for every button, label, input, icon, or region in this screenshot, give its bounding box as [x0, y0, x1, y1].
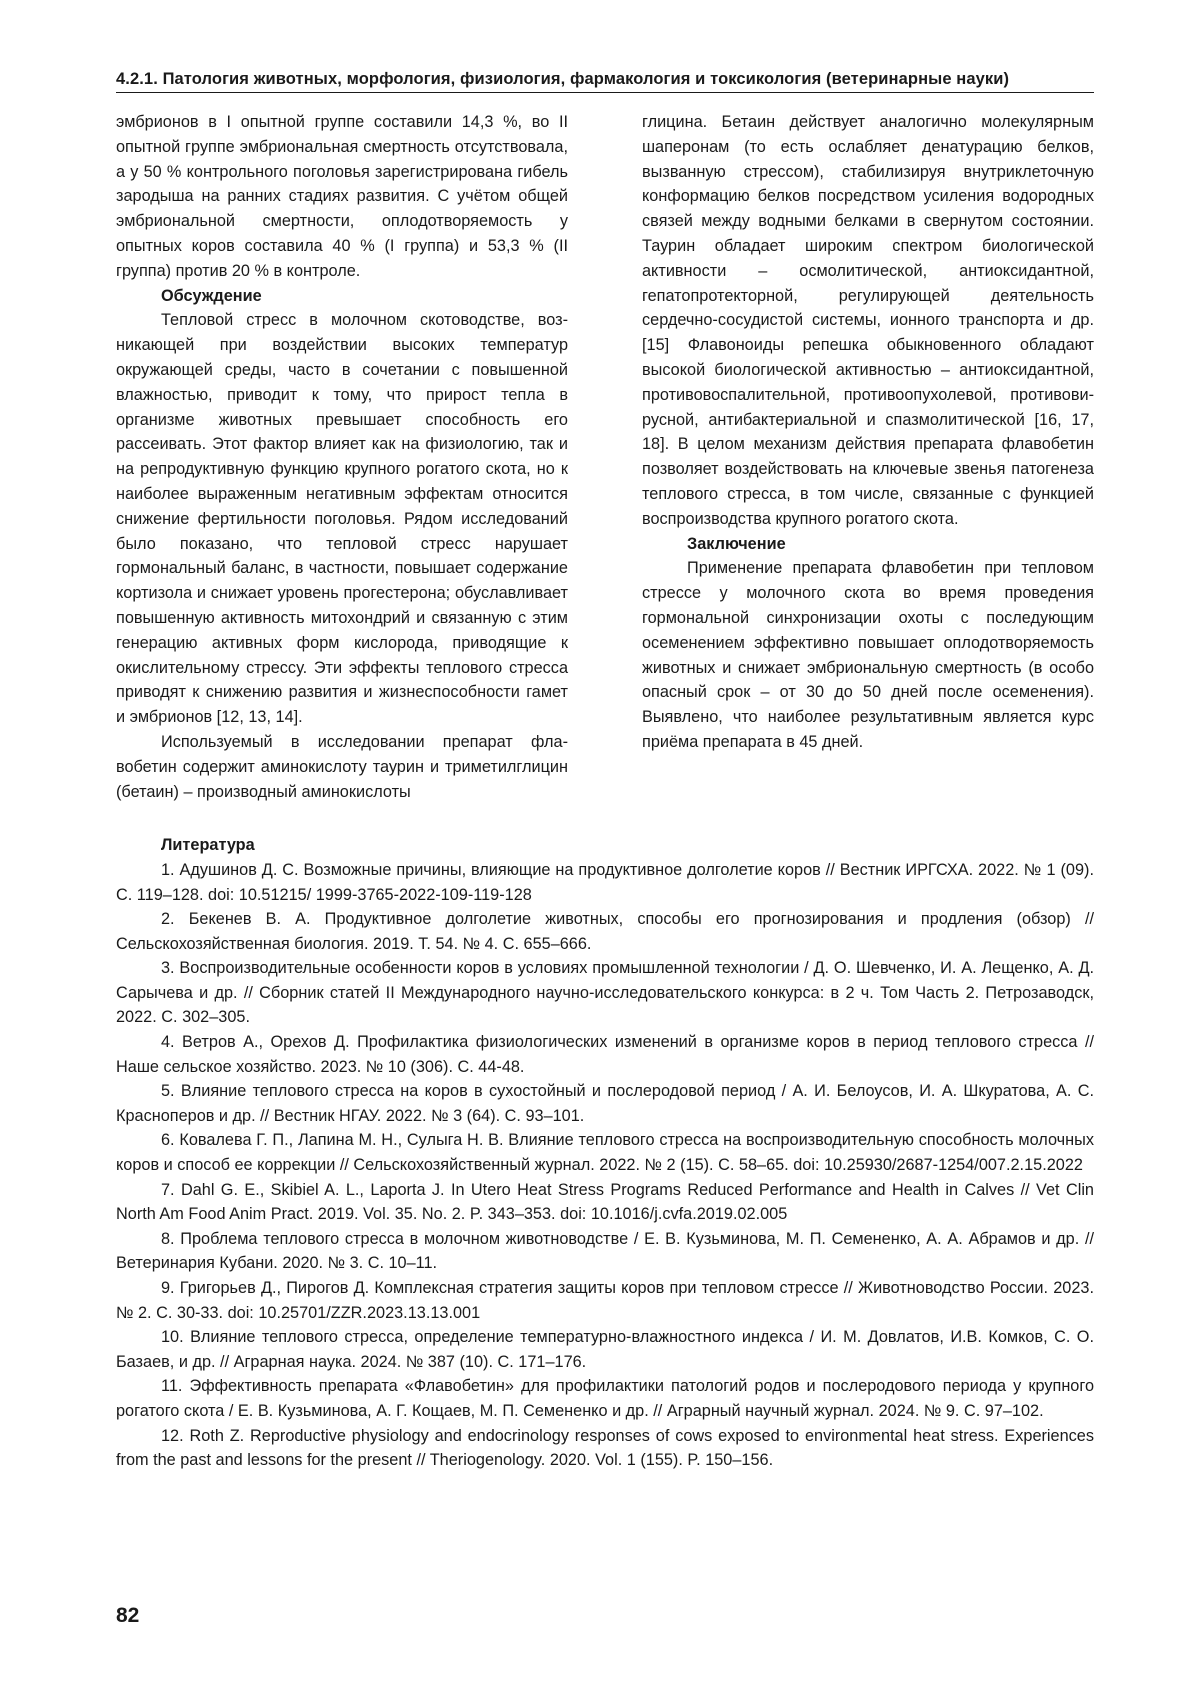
- references-section: [116, 833, 1094, 1472]
- two-column-body: [116, 110, 1094, 804]
- section-heading-discussion: Обсуждение: [161, 286, 262, 305]
- reference-item: 8. Проблема теплового стресса в молочном животноводстве / Е. В. Кузьминова, М. П. Семененко, А. А. Абрамов и др. // Ветеринария Кубани. 2020. № 3. С. 10–11.: [116, 1229, 1094, 1273]
- running-header: 4.2.1. Патология животных, морфология, физиология, фармакология и токсикология (ветеринарные науки): [116, 70, 1094, 93]
- reference-item: 5. Влияние теплового стресса на коров в сухостойный и послеродовой период / А. И. Белоусов, И. А. Шкуратова, А. С. Красноперов и др. // Вестник НГАУ. 2022. № 3 (64). С. 93–101.: [116, 1082, 1094, 1125]
- reference-item: 12. Roth Z. Reproductive physiology and endocrinology responses of cows exposed to environmental heat stress. Experiences from the past and lessons for the present // Theriogenology. 2020. Vol. 1 (155). P. 150–156.: [116, 1426, 1094, 1470]
- paragraph-discussion-continued: глицина. Бетаин действует аналогично молекулярным шаперонам (то есть ослабляет денатурацию белков, вызванную стрессом), стабилизируя внутриклеточную конформацию белков посредством усиления водородных связей между водными белками в свернутом состоянии. Таурин обладает широким спектром биологической активности – осмолитической, антиоксидантной, гепатопротекторной, регулирующей деятельность сердечно-сосудистой системы, ионного транспорта и др. [15] Флавоноиды репешка обыкновенного обладают высокой биологической активностью – антиоксидантной, противовоспалительной, противоопухолевой, противовирусной, антибактериальной и спазмолитической [16, 17, 18]. В целом механизм действия препарата флавобетин позволяет воздействовать на ключевые звенья патогенеза теплового стресса, в том числе, связанные с функцией воспроизводства крупного рогатого скота.: [642, 113, 1094, 528]
- reference-item: 6. Ковалева Г. П., Лапина М. Н., Сулыга Н. В. Влияние теплового стресса на воспроизводительную способность молочных коров и способ ее коррекции // Сельскохозяйственный журнал. 2022. № 2 (15). С. 58–65. doi: 10.25930/2687-1254/007.2.15.2022: [116, 1131, 1094, 1175]
- reference-item: 11. Эффективность препарата «Флавобетин» для профилактики патологий родов и послеродового периода у крупного рогатого скота / Е. В. Кузьминова, А. Г. Кощаев, М. П. Семененко и др. // Аграрный научный журнал. 2024. № 9. С. 97–102.: [116, 1377, 1094, 1420]
- references-list: [116, 858, 1094, 1473]
- reference-item: 1. Адушинов Д. С. Возможные причины, влияющие на продуктивное долголетие коров // Вестник ИРГСХА. 2022. № 1 (09). С. 119–128. doi: 10.51215/ 1999-3765-2022-109-119-128: [116, 860, 1094, 904]
- paragraph-conclusion: Применение препарата флавобетин при тепловом стрессе у молочного скота во время проведения гормональной синхронизации охоты с последующим осеменением эффективно повышает оплодотворяемость животных и снижает эмбриональную смертность (в особо опасный срок – от 30 до 50 дней после осеменения). Выявлено, что наиболее результативным является курс приёма препарата в 45 дней.: [642, 559, 1094, 751]
- reference-item: 7. Dahl G. E., Skibiel A. L., Laporta J. In Utero Heat Stress Programs Reduced Performance and Health in Calves // Vet Clin North Am Food Anim Pract. 2019. Vol. 35. No. 2. P. 343–353. doi: 10.1016/j.cvfa.2019.02.005: [116, 1180, 1094, 1224]
- paragraph-results-continued: эмбрионов в I опытной группе составили 14,3 %, во II опытной группе эмбриональная смертность отсутствовала, а у 50 % контрольного поголовья зарегистрирована гибель зародыша на ранних стадиях развития. С учётом общей эмбриональной смертности, оплодотворяемость у опытных коров составила 40 % (I группа) и 53,3 % (II группа) против 20 % в контроле.: [116, 113, 568, 280]
- left-column: [116, 110, 568, 804]
- reference-item: 4. Ветров А., Орехов Д. Профилактика физиологических изменений в организме коров в период теплового стресса // Наше сельское хозяйство. 2023. № 10 (306). С. 44-48.: [116, 1033, 1094, 1076]
- reference-item: 10. Влияние теплового стресса, определение температурно-влажностного индекса / И. М. Довлатов, И.В. Комков, С. О. Базаев, и др. // Аграрная наука. 2024. № 387 (10). С. 171–176.: [116, 1328, 1094, 1371]
- reference-item: 9. Григорьев Д., Пирогов Д. Комплексная стратегия защиты коров при тепловом стрессе // Животноводство России. 2023. № 2. С. 30-33. doi: 10.25701/ZZR.2023.13.13.001: [116, 1279, 1094, 1322]
- paragraph-discussion-1: Тепловой стресс в молочном скотоводстве, возникающей при воздействии высоких температур окружающей среды, часто в сочетании с повышенной влажностью, приводит к тому, что прирост тепла в организме животных превышает способность его рассеивать. Этот фактор влияет как на физиологию, так и на репродуктивную функцию крупного рогатого скота, но к наиболее выраженным негативным эффектам относится снижение фертильности поголовья. Рядом исследований было показано, что тепловой стресс нарушает гормональный баланс, в частности, повышает содержание кортизола и снижает уровень прогестерона; обуславливает повышенную активность митохондрий и связанную с этим генерацию активных форм кислорода, приводящие к окислительному стрессу. Эти эффекты теплового стресса приводят к снижению развития и жизнеспособности гамет и эмбрионов [12, 13, 14].: [116, 311, 568, 727]
- section-heading-conclusion: Заключение: [687, 534, 786, 553]
- paragraph-discussion-2: Используемый в исследовании препарат флавобетин содержит аминокислоту таурин и триметилглицин (бетаин) – производный аминокислоты: [116, 732, 568, 801]
- reference-item: 3. Воспроизводительные особенности коров в условиях промышленной технологии / Д. О. Шевченко, И. А. Лещенко, А. Д. Сарычева и др. // Сборник статей II Международного научно-исследовательского конкурса: в 2 ч. Том Часть 2. Петрозаводск, 2022. С. 302–305.: [116, 959, 1094, 1027]
- page-number: 82: [116, 1604, 140, 1627]
- reference-item: 2. Бекенев В. А. Продуктивное долголетие животных, способы его прогнозирования и продления (обзор) // Сельскохозяйственная биология. 2019. Т. 54. № 4. С. 655–666.: [116, 910, 1094, 953]
- right-column: [642, 110, 1094, 804]
- references-heading: Литература: [161, 836, 255, 855]
- page: [116, 70, 1094, 1473]
